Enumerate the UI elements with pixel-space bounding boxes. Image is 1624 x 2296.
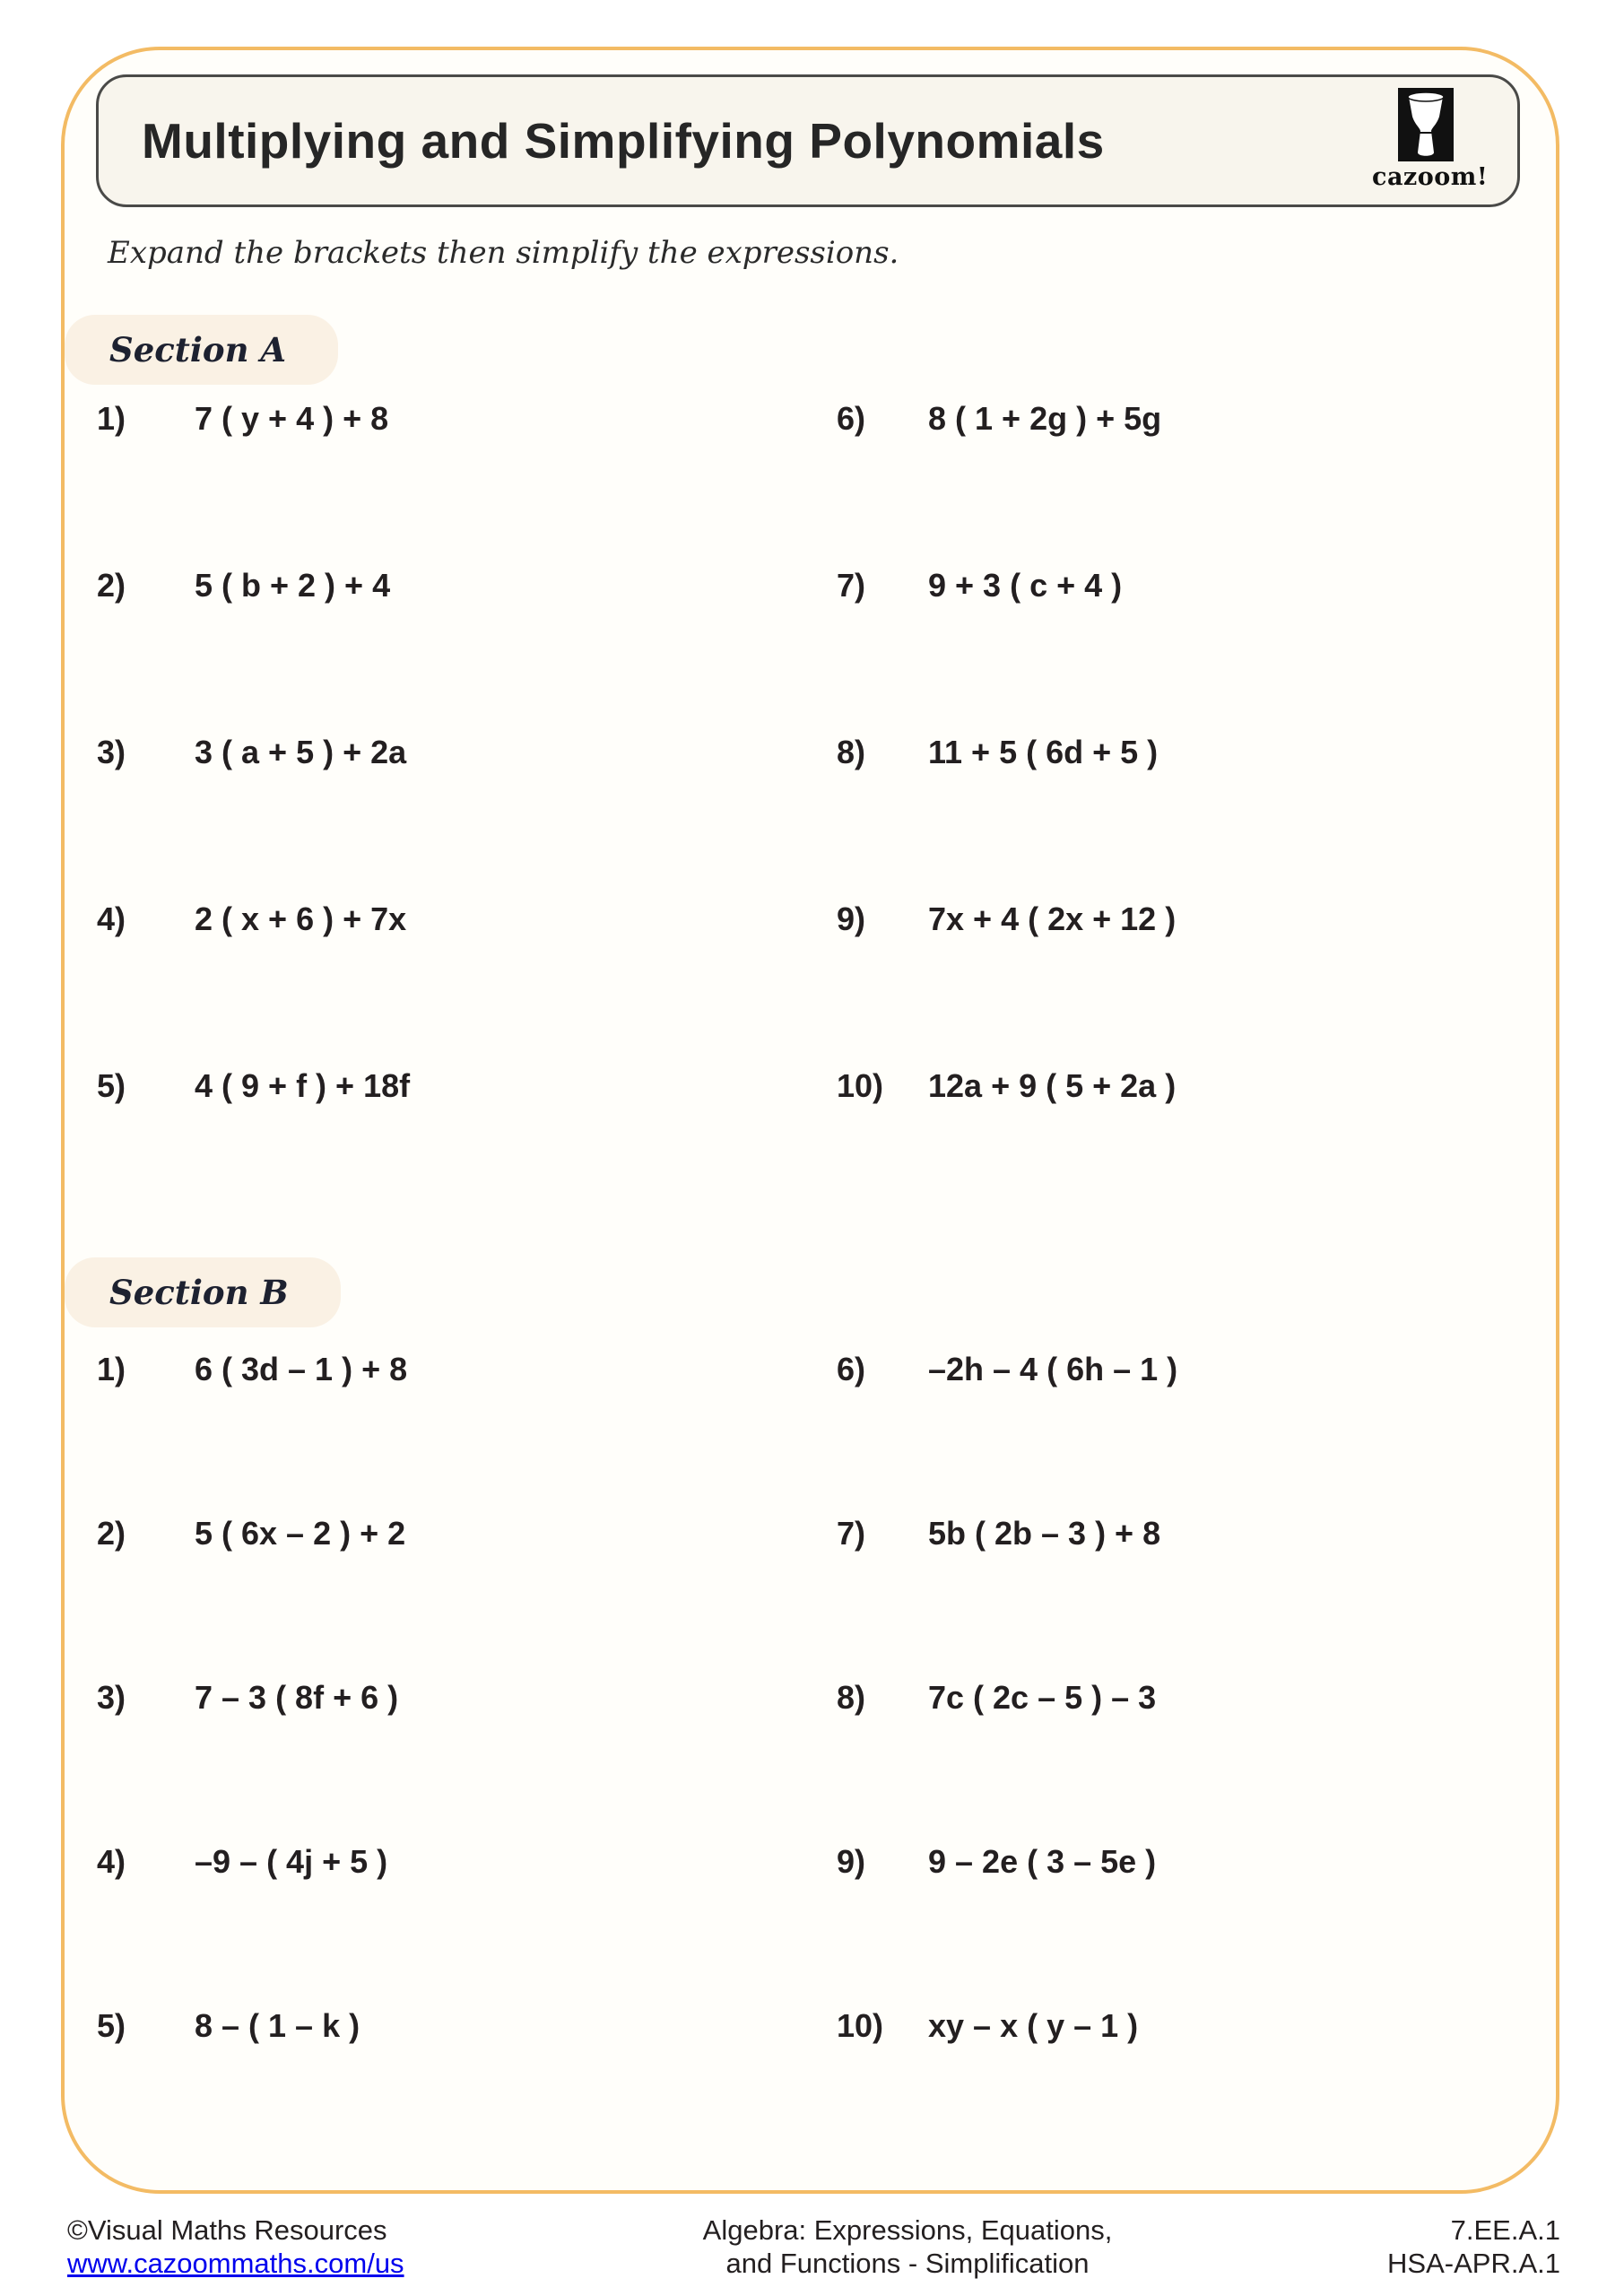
- brand-logo: [1372, 88, 1489, 191]
- problem-expression: 4 ( 9 + f ) + 18f: [195, 1067, 411, 1104]
- problem-row: [97, 567, 390, 604]
- problem-number: 5): [97, 2007, 126, 2044]
- problem-row: [97, 1679, 398, 1717]
- problem-expression: 3 ( a + 5 ) + 2a: [195, 734, 407, 770]
- problem-number: 4): [97, 900, 126, 937]
- title-box: [96, 74, 1520, 207]
- problem-expression: 5 ( b + 2 ) + 4: [195, 567, 391, 604]
- problem-number: 2): [97, 567, 126, 604]
- problem-row: [97, 400, 388, 438]
- footer-topic-line2: and Functions - Simplification: [725, 2248, 1090, 2280]
- problem-row: [837, 1351, 1177, 1388]
- problem-expression: 6 ( 3d – 1 ) + 8: [195, 1351, 408, 1387]
- problem-row: [97, 900, 406, 938]
- problem-expression: 8 ( 1 + 2g ) + 5g: [928, 400, 1162, 437]
- problem-number: 1): [97, 400, 126, 437]
- problem-row: [837, 1515, 1160, 1552]
- footer-standard-2: HSA-APR.A.1: [1387, 2248, 1560, 2280]
- problem-number: 2): [97, 1515, 126, 1552]
- problem-number: 9): [837, 900, 866, 937]
- problem-number: 3): [97, 734, 126, 770]
- problem-row: [837, 400, 1161, 438]
- page-title: Multiplying and Simplifying Polynomials: [142, 113, 1105, 169]
- problem-row: [837, 734, 1158, 771]
- footer-topic-line1: Algebra: Expressions, Equations,: [702, 2214, 1113, 2246]
- problem-expression: 9 + 3 ( c + 4 ): [928, 567, 1123, 604]
- problem-number: 7): [837, 1515, 866, 1552]
- brand-name: cazoom!: [1372, 163, 1489, 191]
- footer-copyright: ©Visual Maths Resources: [67, 2214, 387, 2246]
- problem-row: [837, 1843, 1156, 1881]
- problem-expression: 7 ( y + 4 ) + 8: [195, 400, 389, 437]
- instruction-text: Expand the brackets then simplify the expressions.: [108, 235, 899, 271]
- problem-number: 6): [837, 400, 866, 437]
- problem-row: [837, 1679, 1156, 1717]
- problem-expression: xy – x ( y – 1 ): [928, 2007, 1139, 2044]
- problem-expression: 12a + 9 ( 5 + 2a ): [928, 1067, 1177, 1104]
- problem-row: [97, 1843, 387, 1881]
- djembe-drum-icon: [1398, 88, 1454, 161]
- problem-row: [97, 1067, 410, 1105]
- problem-number: 8): [837, 1679, 866, 1716]
- section-a-label: Section A: [109, 330, 287, 370]
- problem-expression: 11 + 5 ( 6d + 5 ): [928, 734, 1159, 770]
- footer-link[interactable]: www.cazoommaths.com/us: [67, 2248, 404, 2280]
- problem-expression: 7 – 3 ( 8f + 6 ): [195, 1679, 399, 1716]
- problem-expression: 2 ( x + 6 ) + 7x: [195, 900, 407, 937]
- problem-row: [97, 1351, 407, 1388]
- problem-number: 10): [837, 1067, 884, 1104]
- problem-number: 9): [837, 1843, 866, 1880]
- problem-expression: 7c ( 2c – 5 ) – 3: [928, 1679, 1157, 1716]
- footer-copyright-block: [67, 2213, 404, 2280]
- problem-number: 7): [837, 567, 866, 604]
- footer-standard-1: 7.EE.A.1: [1450, 2214, 1560, 2246]
- problem-expression: 5b ( 2b – 3 ) + 8: [928, 1515, 1161, 1552]
- problem-row: [837, 567, 1122, 604]
- problem-row: [837, 900, 1176, 938]
- problem-row: [837, 1067, 1176, 1105]
- problem-expression: 5 ( 6x – 2 ) + 2: [195, 1515, 406, 1552]
- problem-expression: 7x + 4 ( 2x + 12 ): [928, 900, 1177, 937]
- problem-expression: –9 – ( 4j + 5 ): [195, 1843, 388, 1880]
- problem-number: 5): [97, 1067, 126, 1104]
- problem-row: [97, 734, 406, 771]
- footer-standards-block: [1387, 2213, 1560, 2280]
- problem-row: [837, 2007, 1138, 2045]
- section-a-badge: [65, 315, 338, 385]
- section-b-label: Section B: [109, 1273, 289, 1312]
- problem-expression: 9 – 2e ( 3 – 5e ): [928, 1843, 1157, 1880]
- problem-expression: –2h – 4 ( 6h – 1 ): [928, 1351, 1178, 1387]
- problem-number: 3): [97, 1679, 126, 1716]
- problem-number: 8): [837, 734, 866, 770]
- problem-number: 10): [837, 2007, 884, 2044]
- problem-row: [97, 1515, 405, 1552]
- problem-number: 1): [97, 1351, 126, 1387]
- problem-number: 6): [837, 1351, 866, 1387]
- problem-expression: 8 – ( 1 – k ): [195, 2007, 360, 2044]
- problem-row: [97, 2007, 360, 2045]
- section-b-badge: [65, 1257, 341, 1327]
- problem-number: 4): [97, 1843, 126, 1880]
- footer-topic-block: [628, 2213, 1187, 2280]
